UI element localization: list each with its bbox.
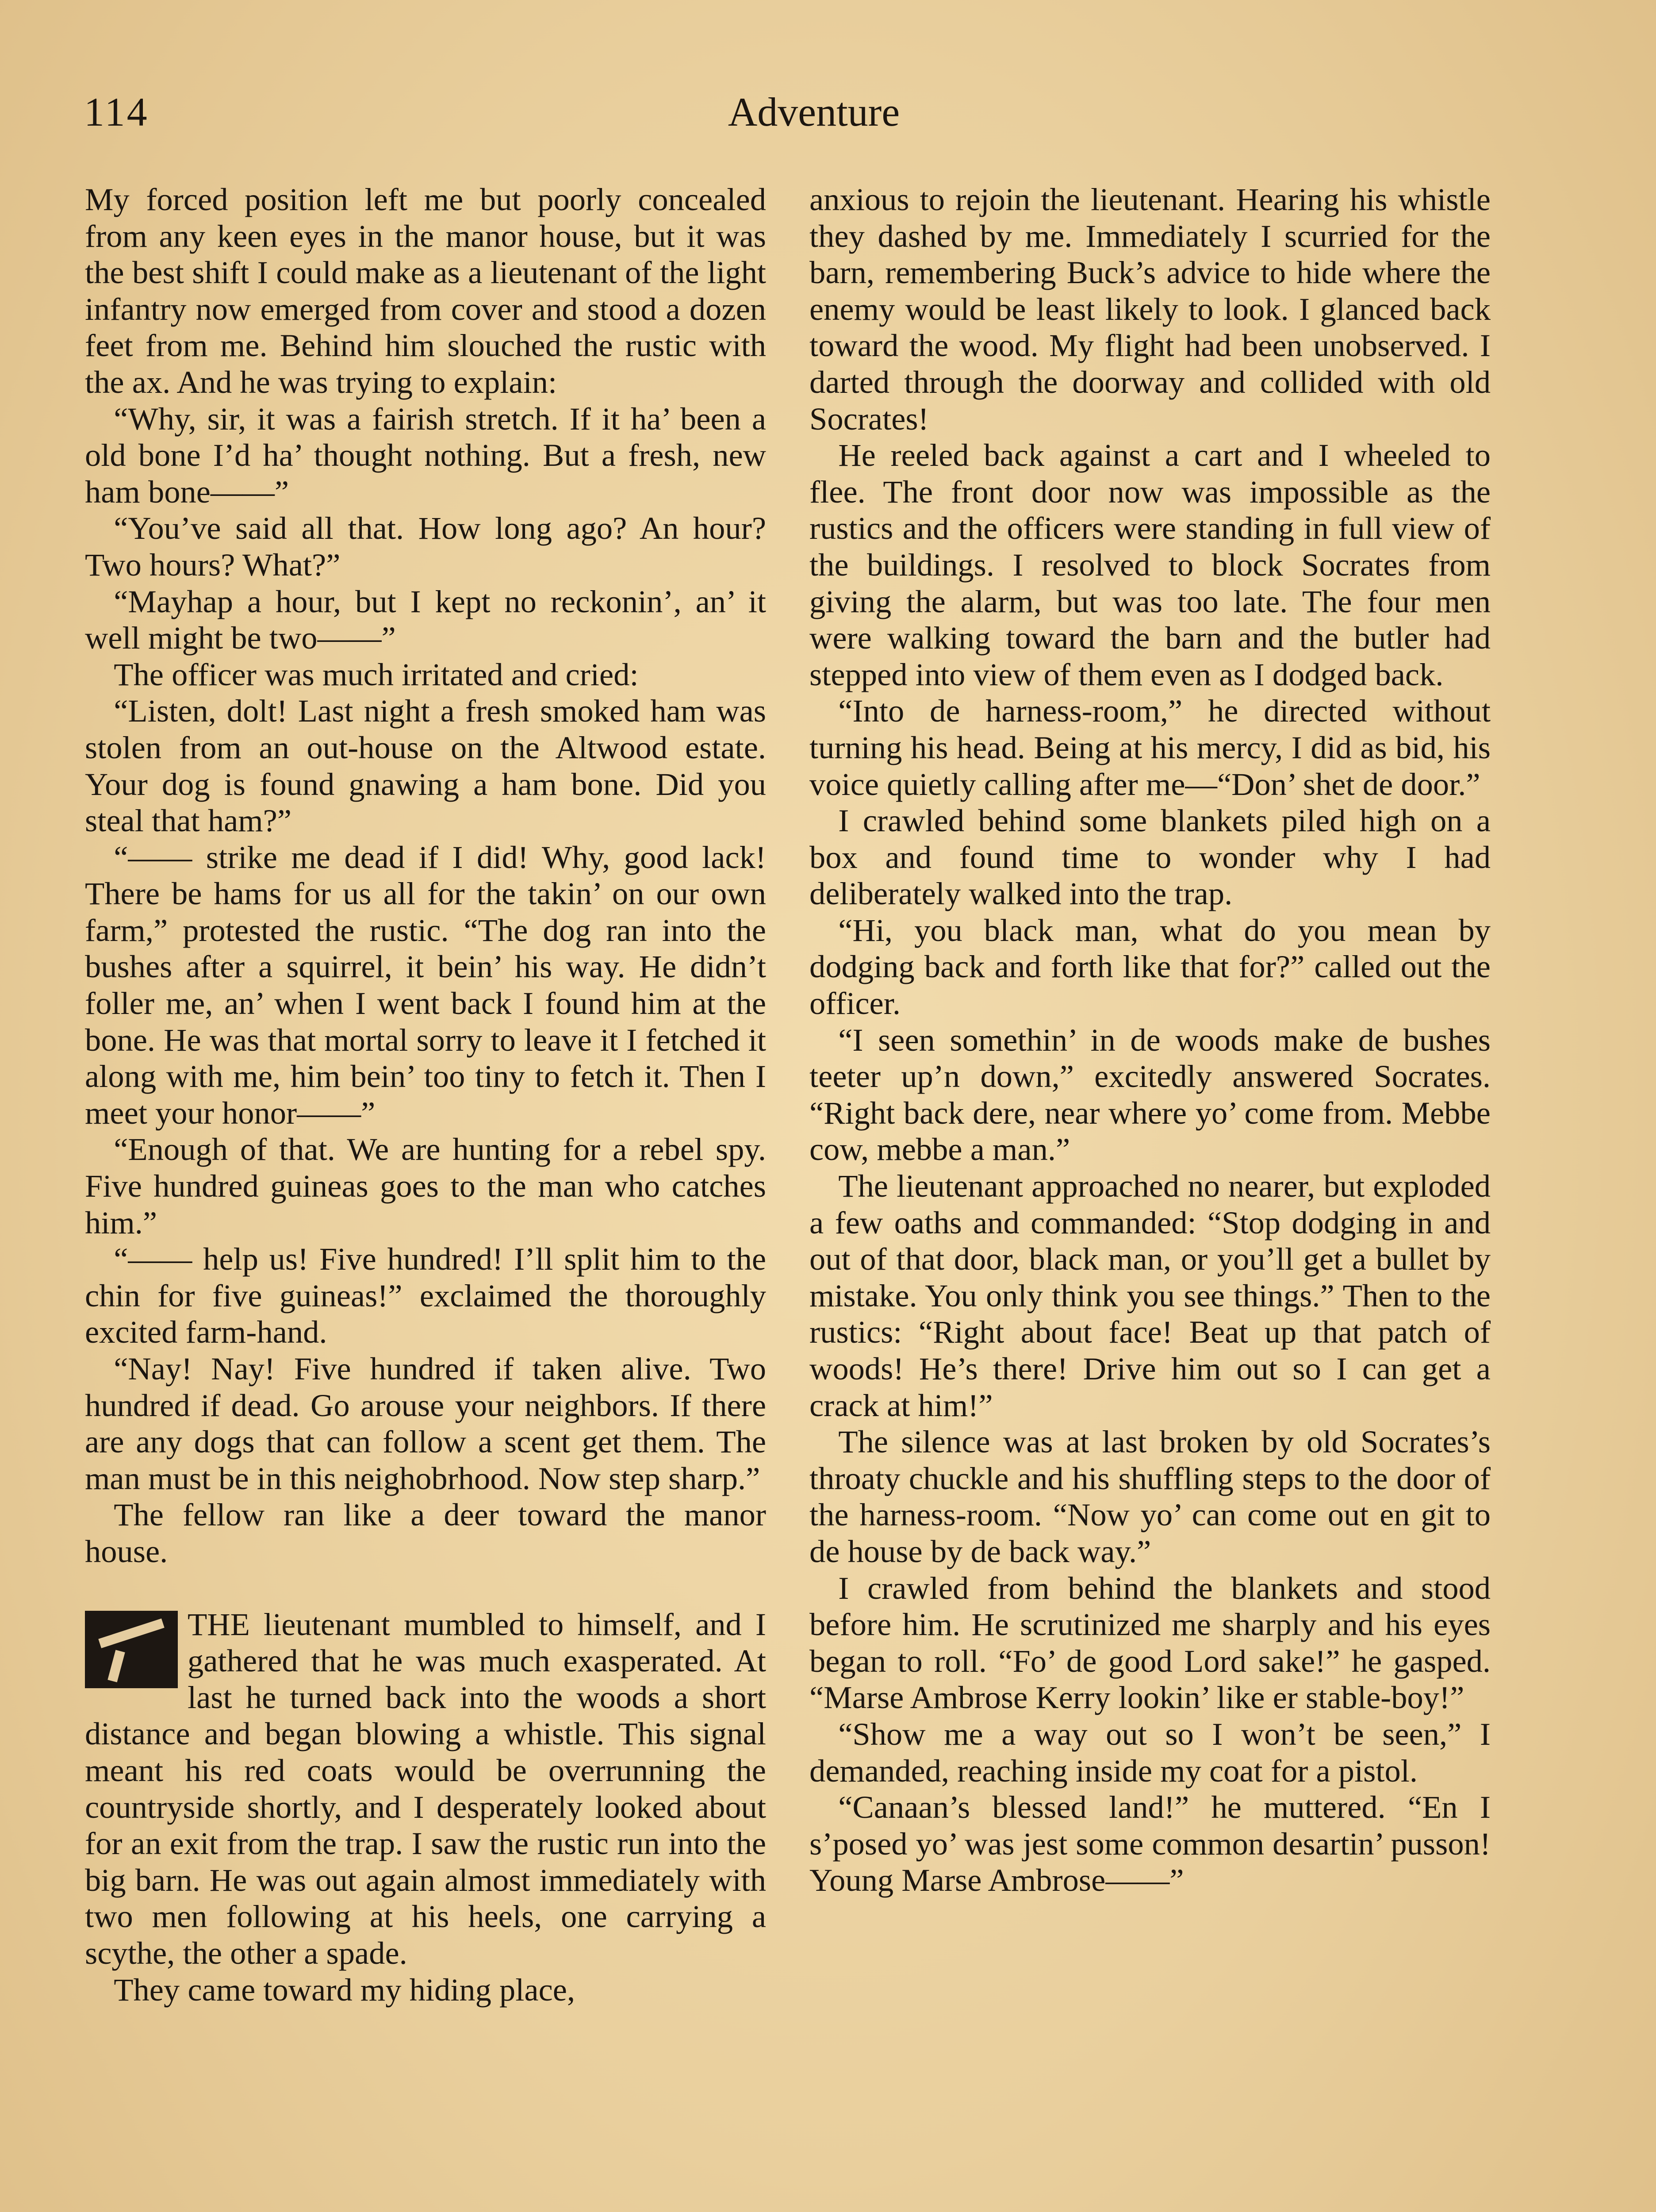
paragraph: The silence was at last broken by old Socrates’s throaty chuckle and his shuffling steps to the door of the harness-room. “Now yo’ can come out en git to de house by de back way.”	[809, 1424, 1491, 1569]
paragraph: “Enough of that. We are hunting for a rebel spy. Five hundred guineas goes to the man who catches him.”	[85, 1131, 766, 1240]
paragraph: “Into de harness-room,” he directed without turning his head. Being at his mercy, I did as bid, his voice quietly calling after me—“Don’ shet de door.”	[809, 693, 1491, 802]
page-number: 114	[84, 89, 149, 134]
paragraph: My forced position left me but poorly concealed from any keen eyes in the manor house, but it was the best shift I could make as a lieutenant of the light infantry now emerged from cover and stood a dozen feet from me. Behind him slouched the rustic with the ax. And he was trying to explain:	[85, 181, 766, 400]
paragraph: “Why, sir, it was a fairish stretch. If it ha’ been a old bone I’d ha’ thought nothing. But a fresh, new ham bone——”	[85, 400, 766, 510]
left-column	[85, 181, 766, 2008]
drop-cap-ornament	[85, 1611, 178, 1688]
paragraph: “Nay! Nay! Five hundred if taken alive. Two hundred if dead. Go arouse your neighbors. If there are any dogs that can follow a scent get them. The man must be in this neighobrhood. Now step sharp.”	[85, 1351, 766, 1496]
paragraph: “Hi, you black man, what do you mean by dodging back and forth like that for?” called out the officer.	[809, 912, 1491, 1022]
paragraph: I crawled from behind the blankets and stood before him. He scrutinized me sharply and his eyes began to roll. “Fo’ de good Lord sake!” he gasped. “Marse Ambrose Kerry lookin’ like er stable-boy!”	[809, 1570, 1491, 1716]
paragraph: “—— strike me dead if I did! Why, good lack! There be hams for us all for the takin’ on our own farm,” protested the rustic. “The dog ran into the bushes after a squirrel, it bein’ his way. He didn’t foller me, an’ when I went back I found him at the bone. He was that mortal sorry to leave it I fetched it along with me, him bein’ too tiny to fetch it. Then I meet your honor——”	[85, 839, 766, 1131]
paragraph: “I seen somethin’ in de woods make de bushes teeter up’n down,” excitedly answered Socrates. “Right back dere, near where yo’ come from. Mebbe cow, mebbe a man.”	[809, 1022, 1491, 1167]
paragraph: anxious to rejoin the lieutenant. Hearing his whistle they dashed by me. Immediately I scurried for the barn, remembering Buck’s advice to hide where the enemy would be least likely to look. I glanced back toward the wood. My flight had been unobserved. I darted through the doorway and collided with old Socrates!	[809, 181, 1491, 437]
paragraph: The lieutenant approached no nearer, but exploded a few oaths and commanded: “Stop dodging in and out of that door, black man, or you’ll get a bullet by mistake. You only think you see things.” Then to the rustics: “Right about face! Beat up that patch of woods! He’s there! Drive him out so I can get a crack at him!”	[809, 1168, 1491, 1423]
paragraph: THE lieutenant mumbled to himself, and I gathered that he was much exasperated. At last he turned back into the woods a short distance and began blowing a whistle. This signal meant his red coats would be overrunning the countryside shortly, and I desperately looked about for an exit from the trap. I saw the rustic run into the big barn. He was out again almost immediately with two men following at his heels, one carrying a scythe, the other a spade.	[85, 1606, 766, 1971]
paragraph: “Listen, dolt! Last night a fresh smoked ham was stolen from an out-house on the Altwood estate. Your dog is found gnawing a ham bone. Did you steal that ham?”	[85, 693, 766, 839]
paragraph: I crawled behind some blankets piled high on a box and found time to wonder why I had deliberately walked into the trap.	[809, 803, 1491, 912]
paragraph: “You’ve said all that. How long ago? An hour? Two hours? What?”	[85, 510, 766, 583]
paragraph: The officer was much irritated and cried:	[114, 656, 639, 692]
paragraph: “Mayhap a hour, but I kept no reckonin’, an’ it well might be two——”	[85, 583, 766, 656]
paragraph: He reeled back against a cart and I wheeled to flee. The front door now was impossible as the rustics and the officers were standing in full view of the buildings. I resolved to block Socrates from giving the alarm, but was too late. The four men were walking toward the barn and the butler had stepped into view of them even as I dodged back.	[809, 437, 1491, 692]
paragraph: “Canaan’s blessed land!” he muttered. “En I s’posed yo’ was jest some common desartin’ pusson! Young Marse Ambrose——”	[809, 1789, 1491, 1898]
paragraph: The fellow ran like a deer toward the manor house.	[85, 1497, 766, 1569]
section-break-paragraph	[85, 1606, 766, 1972]
running-title: Adventure	[728, 89, 900, 134]
paragraph: “—— help us! Five hundred! I’ll split him to the chin for five guineas!” exclaimed the thoroughly excited farm-hand.	[85, 1241, 766, 1350]
paragraph: They came toward my hiding place,	[114, 1971, 575, 2008]
paragraph: “Show me a way out so I won’t be seen,” I demanded, reaching inside my coat for a pistol.	[809, 1716, 1491, 1789]
page-header	[84, 88, 1491, 155]
right-column	[809, 181, 1491, 1899]
